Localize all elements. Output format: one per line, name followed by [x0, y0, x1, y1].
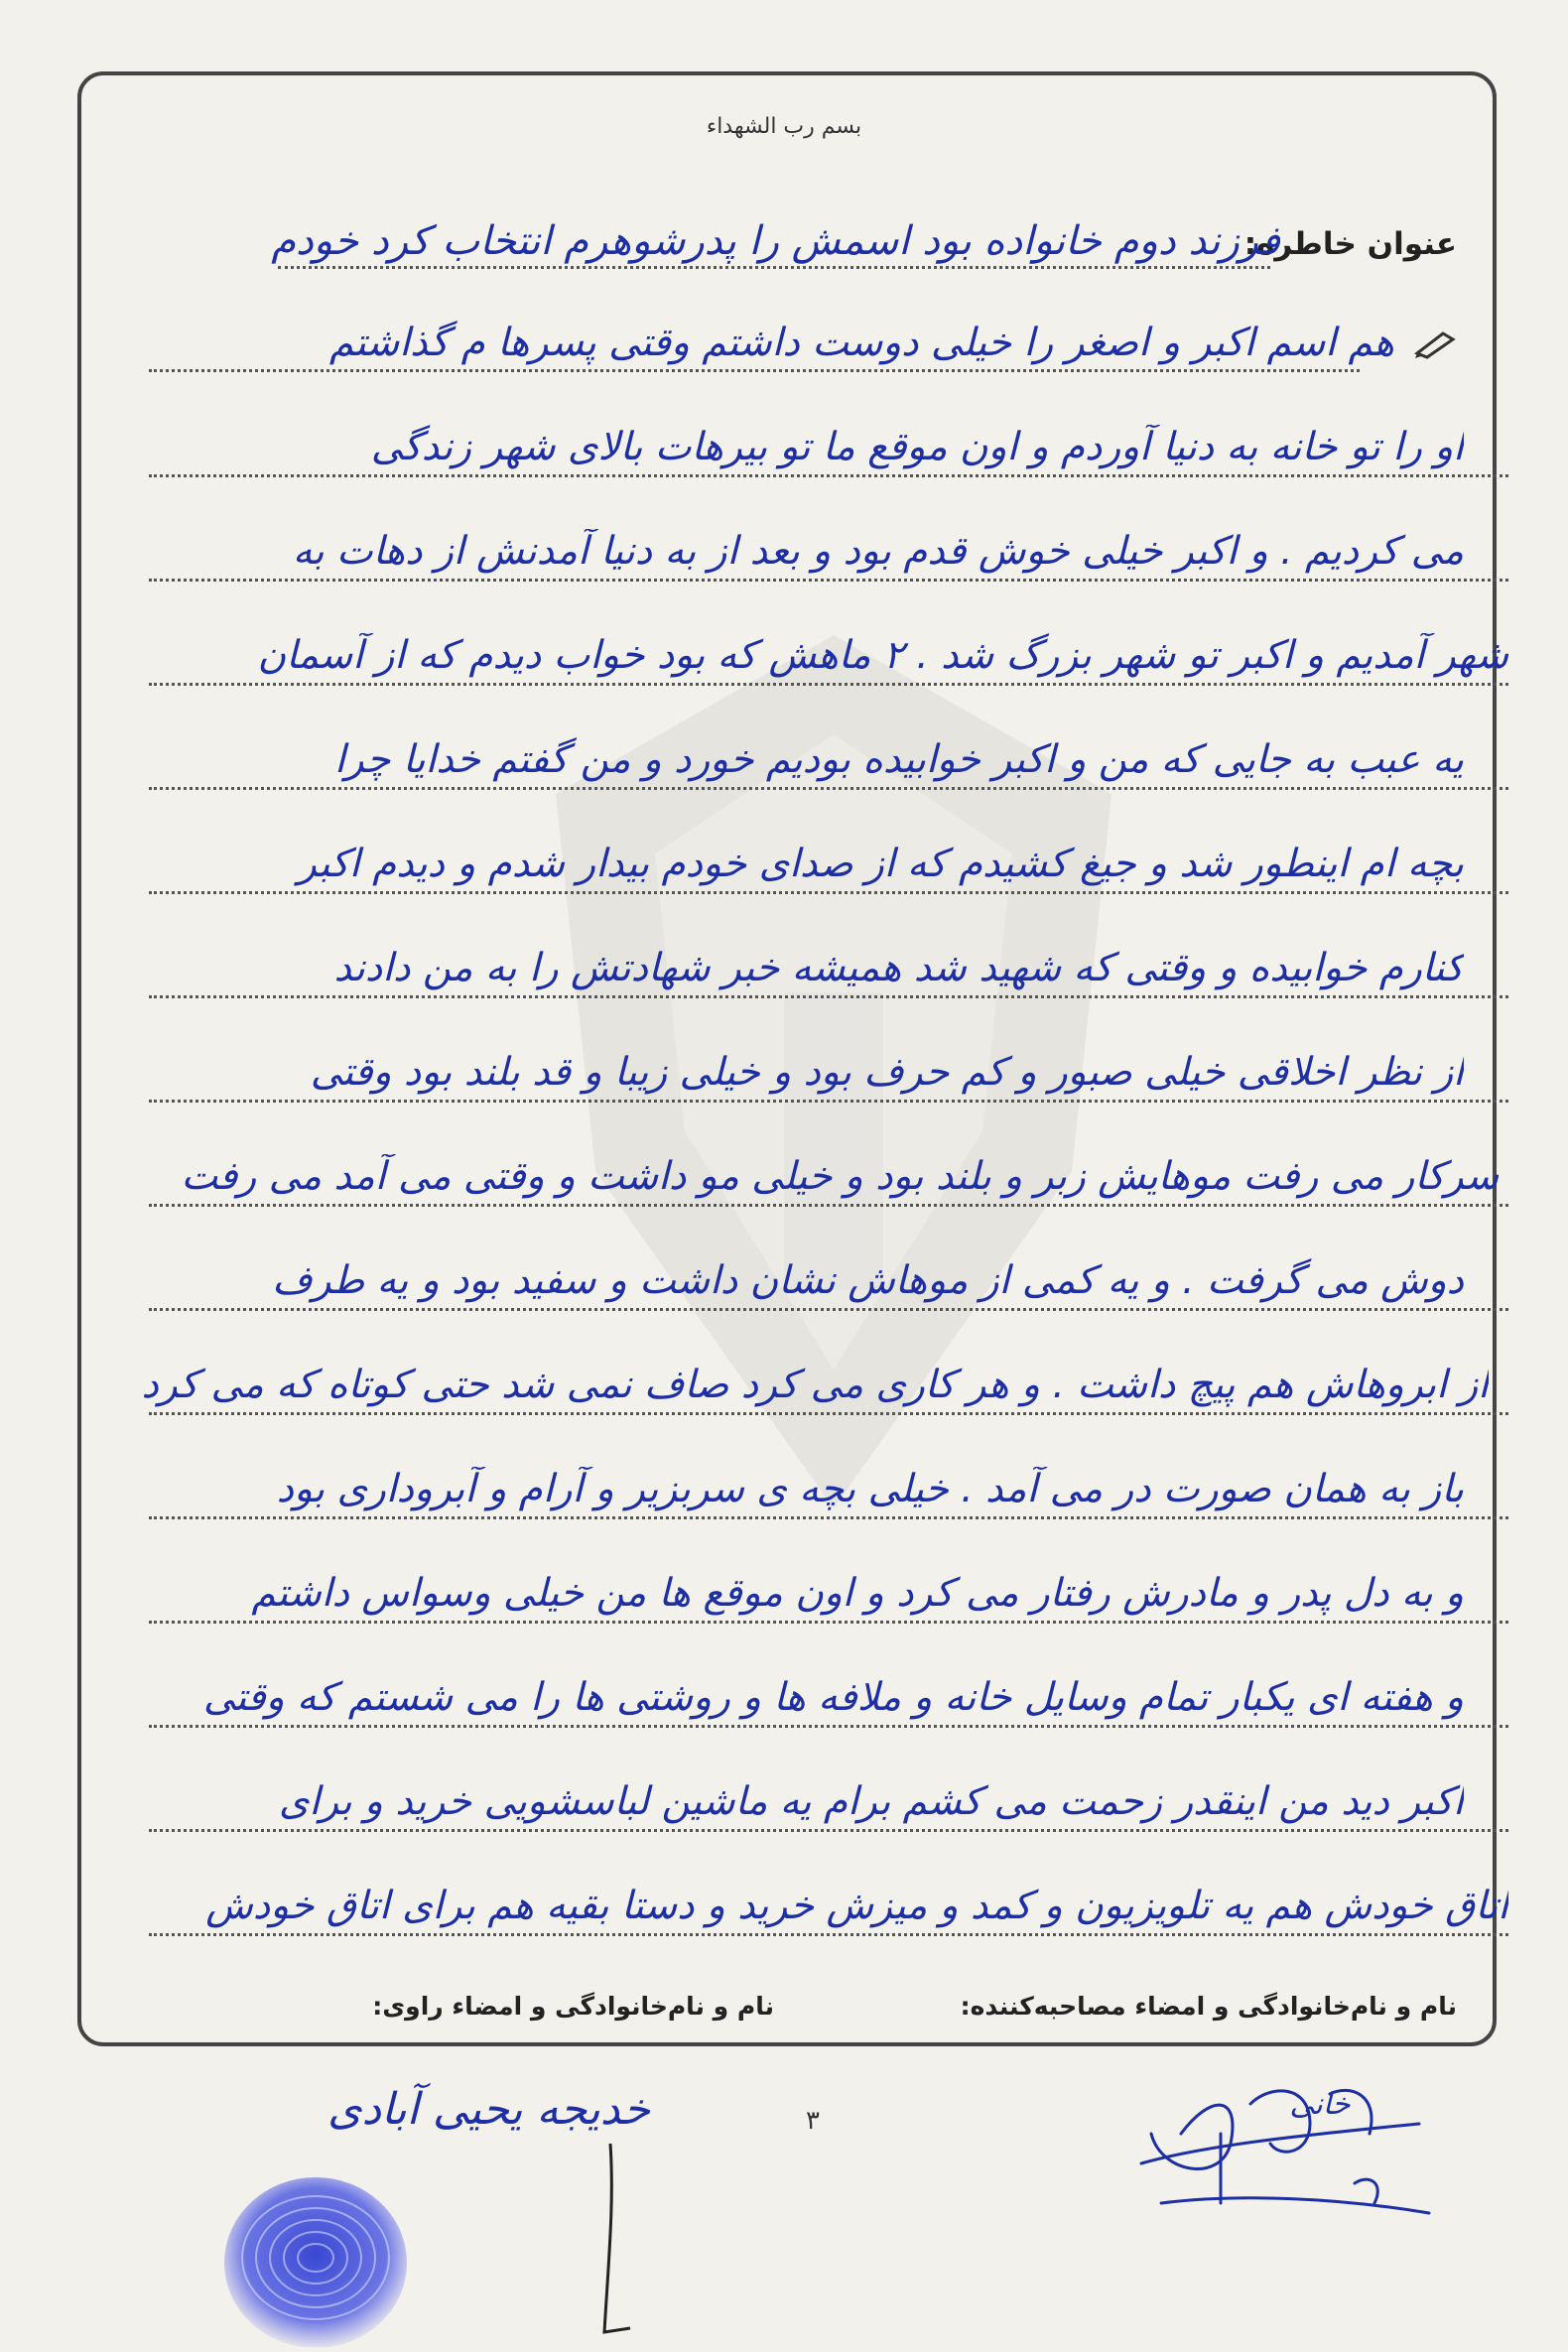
- memory-text-line: و هفته ای یکبار تمام وسایل خانه و ملافه ها و روشتی ها را می شستم که وقتی: [202, 1675, 1464, 1720]
- dotted-line: [149, 891, 1508, 894]
- memory-text-line: یه عبب به جایی که من و اکبر خوابیده بودیم خورد و من گفتم خدایا چرا: [333, 737, 1464, 782]
- memory-title-text: فرزند دوم خانواده بود اسمش را پدرشوهرم انتخاب کرد خودم: [271, 218, 1280, 264]
- memory-text-line: بچه ام اینطور شد و جیغ کشیدم که از صدای خودم بیدار شدم و دیدم اکبر: [298, 842, 1464, 886]
- memory-text-line: و به دل پدر و مادرش رفتار می کرد و اون موقع ها من خیلی وسواس داشتم: [251, 1571, 1464, 1616]
- dotted-line: [149, 1204, 1508, 1207]
- pen-icon: [1413, 327, 1457, 359]
- memory-text-line: او را تو خانه به دنیا آوردم و اون موقع ما تو بیرهات بالای شهر زندگی: [370, 425, 1464, 469]
- title-label: عنوان خاطره:: [1243, 226, 1457, 262]
- dotted-line: [149, 1829, 1508, 1832]
- memory-text-line: شهر آمدیم و اکبر تو شهر بزرگ شد . ۲ ماهش که بود خواب دیدم که از آسمان: [257, 633, 1508, 678]
- fingerprint-stamp: [216, 2163, 415, 2347]
- dotted-line: [149, 1725, 1508, 1728]
- dotted-line: [149, 787, 1508, 790]
- dotted-line: [278, 266, 1270, 269]
- dotted-line: [149, 474, 1508, 477]
- narrator-label: نام و نام‌خانوادگی و امضاء راوی:: [372, 1992, 774, 2021]
- interviewer-label: نام و نام‌خانوادگی و امضاء مصاحبه‌کننده:: [960, 1992, 1457, 2021]
- dotted-line: [149, 1621, 1508, 1624]
- dotted-line: [149, 683, 1508, 686]
- memory-text-line: از نظر اخلاقی خیلی صبور و کم حرف بود و خیلی زیبا و قد بلند بود وقتی: [310, 1050, 1464, 1095]
- pen-stroke-mark: [590, 2134, 650, 2352]
- memory-text-line: دوش می گرفت . و یه کمی از موهاش نشان داشت و سفید بود و یه طرف: [272, 1258, 1464, 1303]
- memory-text-line: هم اسم اکبر و اصغر را خیلی دوست داشتم وقتی پسرها م گذاشتم: [328, 321, 1394, 365]
- memory-text-line: می کردیم . و اکبر خیلی خوش قدم بود و بعد از به دنیا آمدنش از دهات به: [292, 529, 1464, 574]
- narrator-name-signature: خدیجه یحیی آبادی: [327, 2084, 651, 2135]
- memory-text-line: اکبر دید من اینقدر زحمت می کشم برام یه ماشین لباسشویی خرید و برای: [278, 1779, 1464, 1824]
- dotted-line: [149, 1308, 1508, 1311]
- memory-text-line: از ابروهاش هم پیچ داشت . و هر کاری می کرد صاف نمی شد حتی کوتاه که می کرد: [141, 1363, 1489, 1407]
- memory-text-line: کنارم خوابیده و وقتی که شهید شد همیشه خبر شهادتش را به من دادند: [333, 946, 1464, 990]
- dotted-line: [149, 1933, 1508, 1936]
- page-number: ۳: [806, 2106, 820, 2136]
- basmala-header: بسم رب الشهداء: [706, 114, 862, 139]
- dotted-line: [149, 1100, 1508, 1103]
- interviewer-signature: [1121, 2064, 1449, 2223]
- memory-text-line: باز به همان صورت در می آمد . خیلی بچه ی سربزیر و آرام و آبروداری بود: [276, 1467, 1464, 1511]
- memory-text-line: اتاق خودش هم یه تلویزیون و کمد و میزش خرید و دستا بقیه هم برای اتاق خودش: [205, 1884, 1508, 1928]
- dotted-line: [149, 995, 1508, 998]
- memory-text-line: سرکار می رفت موهایش زبر و بلند بود و خیلی مو داشت و وقتی می آمد می رفت: [181, 1154, 1499, 1199]
- dotted-line: [149, 369, 1360, 372]
- dotted-line: [149, 1516, 1508, 1519]
- dotted-line: [149, 1412, 1508, 1415]
- interviewer-signature-text: خانی: [1289, 2087, 1351, 2122]
- dotted-line: [149, 579, 1508, 582]
